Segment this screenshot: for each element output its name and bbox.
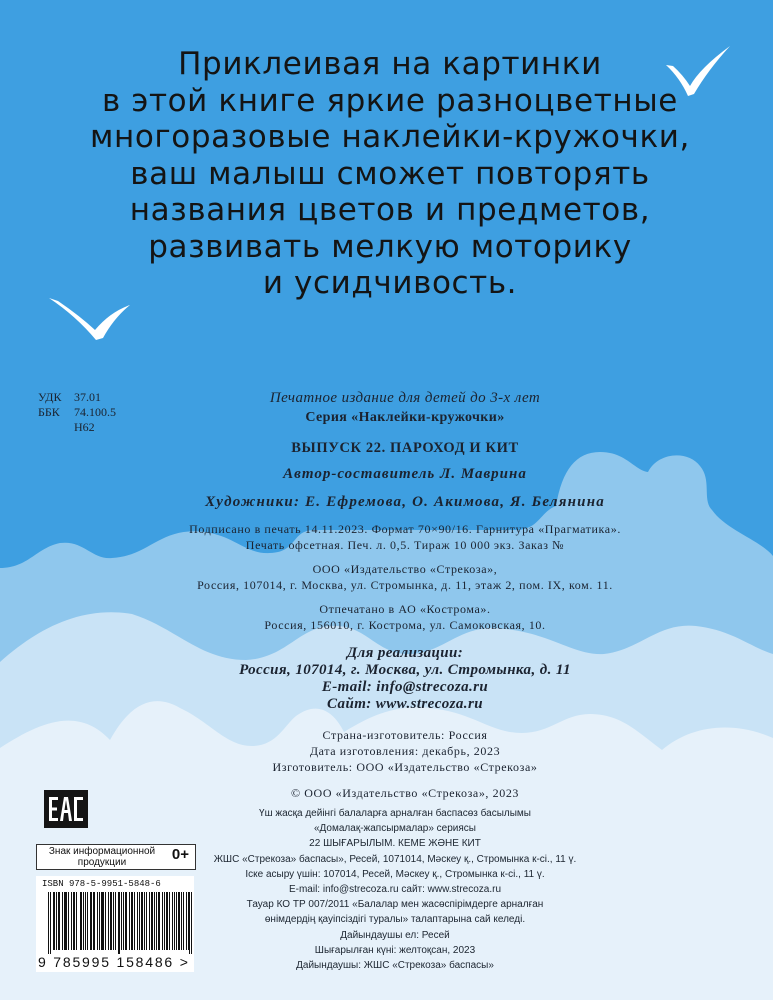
print-line: Печать офсетная. Печ. л. 0,5. Тираж 10 000 экз. Заказ № xyxy=(245,538,565,552)
barcode-bar xyxy=(181,892,182,950)
isbn-text: ISBN 978-5-9951-5848-6 xyxy=(42,879,161,889)
headline xyxy=(60,46,720,302)
barcode-bar xyxy=(144,892,145,950)
barcode-bar xyxy=(85,892,86,950)
barcode-bar xyxy=(97,892,98,950)
barcode-bar xyxy=(132,892,133,950)
barcode-bar xyxy=(90,892,91,950)
barcode-bar xyxy=(56,892,57,950)
barcode-bar xyxy=(87,892,88,950)
barcode-bar xyxy=(74,892,75,950)
barcode-bar xyxy=(149,892,150,950)
barcode-bar xyxy=(119,892,120,954)
barcode-bar xyxy=(50,892,51,954)
kazakh-line: «Домалақ-жапсырмалар» сериясы xyxy=(313,823,476,835)
kazakh-line: Дайындаушы: ЖШС «Стрекоза» баспасы» xyxy=(296,960,494,972)
publisher-address: Россия, 107014, г. Москва, ул. Стромынка, д. 11, этаж 2, пом. IX, ком. 11. xyxy=(197,578,613,592)
imprint-block xyxy=(160,388,650,801)
barcode-bar xyxy=(108,892,109,950)
sales-title: Для реализации: xyxy=(346,645,464,661)
barcode-bar xyxy=(93,892,94,950)
barcode-bar xyxy=(131,892,132,950)
barcode-bar xyxy=(110,892,111,950)
barcode-bar xyxy=(53,892,54,950)
barcode-bar xyxy=(139,892,140,950)
headline-line: ваш малыш сможет повторять xyxy=(130,155,650,192)
barcode-bar xyxy=(48,892,49,954)
barcode-bar xyxy=(154,892,155,950)
barcode-bar xyxy=(73,892,74,950)
info-product-label: Знак информационной продукции xyxy=(48,846,156,868)
barcode-bar xyxy=(162,892,163,950)
country-line: Страна-изготовитель: Россия xyxy=(322,728,488,742)
barcode-bar xyxy=(179,892,180,950)
barcode-bar xyxy=(121,892,122,950)
barcode-bar xyxy=(66,892,67,950)
audience-note: Печатное издание для детей до 3-х лет xyxy=(269,390,541,406)
barcode-bar xyxy=(174,892,175,950)
headline-line: многоразовые наклейки-кружочки, xyxy=(89,119,691,155)
barcode-bar xyxy=(118,892,119,954)
isbn-barcode xyxy=(36,876,194,972)
barcode-bar xyxy=(146,892,147,950)
barcode-bar xyxy=(101,892,102,950)
kazakh-line: Үш жасқа дейінгі балаларға арналған баспасөз басылымы xyxy=(259,808,531,819)
illustrators-line: Художники: Е. Ефремова, О. Акимова, Я. Белянина xyxy=(205,494,605,510)
barcode-bar xyxy=(156,892,157,950)
kazakh-line: өнімдердің қауіпсіздігі туралы» талаптарына сай келеді. xyxy=(264,914,526,926)
barcode-bar xyxy=(59,892,60,950)
eac-conformity-mark xyxy=(44,790,88,828)
barcode-bar xyxy=(189,892,190,954)
series-title: Серия «Наклейки-кружочки» xyxy=(305,410,505,425)
headline-line: Приклеивая на картинки xyxy=(178,46,602,82)
kazakh-line: E-mail: info@strecoza.ru сайт: www.strecoza.ru xyxy=(288,884,502,896)
barcode-bar xyxy=(126,892,127,950)
kazakh-line: Іске асыру үшін: 107014, Ресей, Мәскеу қ., Стромынка к-сі., 11 ү. xyxy=(245,868,545,880)
headline-line: в этой книге яркие разноцветные xyxy=(102,82,678,119)
kazakh-line: 22 ШЫҒАРЫЛЫМ. КЕМЕ ЖӘНЕ КИТ xyxy=(309,838,481,850)
bbk-label: ББК xyxy=(38,405,60,419)
barcode-bar xyxy=(167,892,168,950)
barcode-bar xyxy=(111,892,112,950)
barcode-bar xyxy=(134,892,135,950)
barcode-bar xyxy=(176,892,177,950)
barcode-bar xyxy=(191,892,192,954)
barcode-bar xyxy=(129,892,130,950)
barcode-bar xyxy=(151,892,152,950)
classification-codes xyxy=(38,390,116,435)
date-line: Дата изготовления: декабрь, 2023 xyxy=(309,744,501,758)
kazakh-line: ЖШС «Стрекоза» баспасы», Ресей, 1071014, Мәскеу қ., Стромынка к-сі., 11 ү. xyxy=(213,853,577,865)
barcode-bar xyxy=(178,892,179,950)
kazakh-info-block xyxy=(210,806,580,973)
printer-name: Отпечатано в АО «Кострома». xyxy=(319,602,491,616)
udk-label: УДК xyxy=(38,390,62,404)
barcode-bar xyxy=(83,892,84,950)
barcode-bar xyxy=(166,892,167,950)
info-product-sign xyxy=(36,844,196,870)
bbk-value: 74.100.5 xyxy=(74,405,116,419)
kazakh-line: Дайындаушы ел: Ресей xyxy=(340,929,450,941)
barcode-bar xyxy=(159,892,160,950)
barcode-bar xyxy=(99,892,100,950)
kazakh-line: Шығарылған күні: желтоқсан, 2023 xyxy=(314,944,476,956)
barcode-bar xyxy=(54,892,55,950)
barcode-bar xyxy=(58,892,59,950)
barcode-bar xyxy=(113,892,114,950)
barcode-bar xyxy=(158,892,159,950)
barcode-bar xyxy=(81,892,82,950)
headline-line: развивать мелкую моторику xyxy=(148,228,632,265)
barcode-bar xyxy=(68,892,69,950)
issue-title: ВЫПУСК 22. ПАРОХОД И КИТ xyxy=(291,440,519,456)
author-sign: Н62 xyxy=(74,420,95,434)
barcode-bar xyxy=(64,892,65,950)
headline-line: и усидчивость. xyxy=(262,265,518,301)
barcode-bar xyxy=(62,892,63,950)
author-line: Автор-составитель Л. Маврина xyxy=(283,466,527,482)
barcode-bar xyxy=(186,892,187,950)
barcode-bar xyxy=(142,892,143,950)
barcode-bar xyxy=(183,892,184,950)
barcode-bar xyxy=(91,892,92,950)
manufacturer-line: Изготовитель: ООО «Издательство «Стрекоза» xyxy=(272,760,538,774)
age-rating-badge: 0+ xyxy=(171,846,189,863)
barcode-bar xyxy=(137,892,138,950)
barcode-bar xyxy=(80,892,81,950)
barcode-bar xyxy=(141,892,142,950)
udk-value: 37.01 xyxy=(74,390,101,404)
kazakh-line: Тауар КО ТР 007/2011 «Балалар мен жасөспірімдерге арналған xyxy=(246,899,544,911)
sales-address: Россия, 107014, г. Москва, ул. Стромынка, д. 11 xyxy=(239,662,571,678)
barcode-bar xyxy=(102,892,103,950)
eac-glyphs-icon xyxy=(44,790,88,828)
barcode-bar xyxy=(188,892,189,950)
headline-line: названия цветов и предметов, xyxy=(129,192,651,228)
barcode-bar xyxy=(125,892,126,950)
barcode-bar xyxy=(105,892,106,950)
copyright-line: © ООО «Издательство «Стрекоза», 2023 xyxy=(290,786,520,800)
barcode-bar xyxy=(115,892,116,950)
barcode-bar xyxy=(94,892,95,950)
signed-line: Подписано в печать 14.11.2023. Формат 70×90/16. Гарнитура «Прагматика». xyxy=(189,522,621,536)
barcode-bar xyxy=(164,892,165,950)
sales-email: E-mail: info@strecoza.ru xyxy=(321,679,489,695)
publisher-name: ООО «Издательство «Стрекоза», xyxy=(312,562,498,576)
barcode-bar xyxy=(65,892,66,950)
barcode-bar xyxy=(152,892,153,950)
barcode-bar xyxy=(169,892,170,950)
barcode-bar xyxy=(172,892,173,950)
barcode-bar xyxy=(103,892,104,950)
ean-digits: 9 785995 158486 > xyxy=(38,954,190,970)
barcode-bar xyxy=(123,892,124,950)
barcode-bar xyxy=(71,892,72,950)
printer-address: Россия, 156010, г. Кострома, ул. Самоковская, 10. xyxy=(264,618,546,632)
sales-site: Сайт: www.strecoza.ru xyxy=(327,696,483,712)
barcode-bar xyxy=(76,892,77,950)
